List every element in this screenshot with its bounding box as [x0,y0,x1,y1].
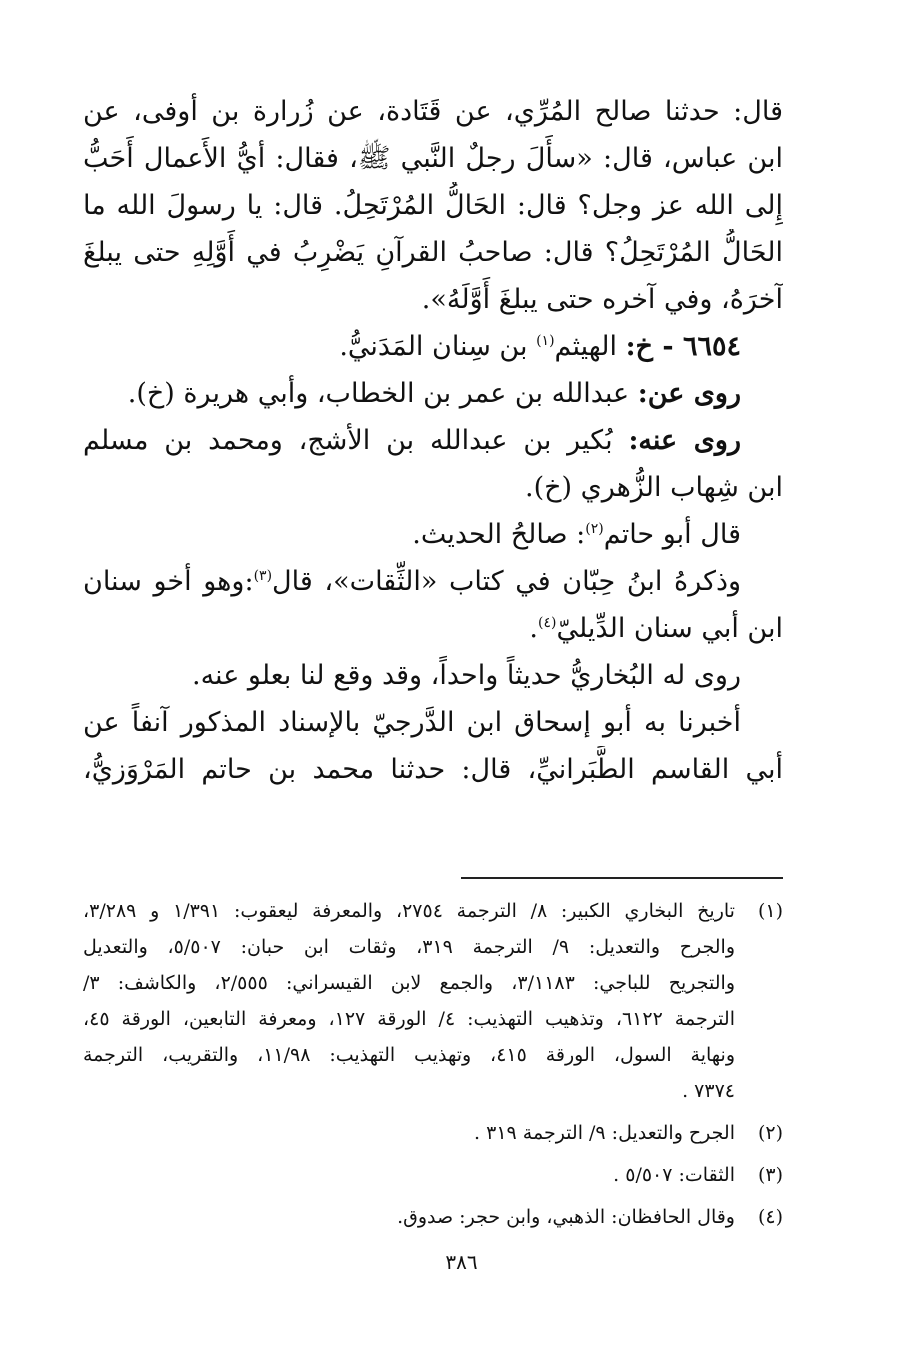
abu-hatim-text-rest: : صالحُ الحديث. [412,519,586,550]
footnote-line: ونهاية السول، الورقة ٤١٥، وتهذيب التهذيب: ١١/٩٨، والتقريب، الترجمة [83,1044,735,1066]
ibn-hibban-line2-end: . [529,613,538,644]
abu-hatim-text: قال أبو حاتم [603,519,741,550]
footnote-body [83,893,735,1109]
entry-heading [83,323,783,370]
footnote-body [83,1157,735,1193]
akhbarana-line-1: أخبرنا به أبو إسحاق ابن الدَّرجيّ بالإسناد المذكور آنفاً عن [83,707,741,738]
footnote-line: الثقات: ٥/٥٠٧ . [613,1164,735,1186]
text-line-3: إِلى الله عز وجل؟ قال: الحَالُّ المُرْتَحِلُ. قال: يا رسولَ الله ما [83,190,783,221]
text-line-4: الحَالُّ المُرْتَحِلُ؟ قال: صاحبُ القرآنِ يَضْرِبُ في أَوَّلِهِ حتى يبلغَ [83,237,783,268]
footnote-line: تاريخ البخاري الكبير: ٨/ الترجمة ٢٧٥٤، والمعرفة ليعقوب: ١/٣٩١ و ٣/٢٨٩، [83,900,735,922]
footnote-ref-4[interactable]: (٤) [538,615,557,631]
footnote-body [83,1199,735,1235]
text-line-1: قال: حدثنا صالح المُرِّي، عن قَتَادة، عن زُرارة بن أوفى، عن [83,96,783,127]
ibn-hibban-text-rest: :وهو أخو سنان [83,566,254,597]
ibn-hibban-line-2 [83,605,783,652]
footnote-2 [83,1115,783,1151]
footnote-line: الجرح والتعديل: ٩/ الترجمة ٣١٩ . [474,1122,735,1144]
footnote-3 [83,1157,783,1193]
footnotes [83,893,783,1235]
ibn-hibban-line [83,558,783,605]
entry-name: الهيثم [554,331,617,362]
rawa-an-label: روى عن: [637,378,741,409]
ibn-hibban-text: وذكرهُ ابنُ حِبّان في كتاب «الثِّقات»، قال [272,566,742,597]
rawa-lahu-line: روى له البُخاريُّ حديثاً واحداً، وقد وقع لنا بعلو عنه. [191,660,741,691]
footnote-ref-2[interactable]: (٢) [585,521,604,537]
footnote-number: (١) [757,900,783,922]
text-line-5: آخرَهُ، وفي آخره حتى يبلغَ أَوَّلَهُ». [421,284,783,315]
ibn-hibban-line2-text: ابن أبي سنان الدِّيليّ [556,613,783,644]
rawa-an-line [83,370,783,417]
rawa-an-text: عبدالله بن عمر بن الخطاب، وأبي هريرة (خ). [127,378,630,409]
entry-number: ٦٦٥٤ - خ: [625,331,741,362]
footnote-divider [461,877,783,879]
footnote-number: (٤) [757,1206,783,1228]
rawa-anhu-line-2: ابن شِهاب الزُّهري (خ). [524,472,783,503]
footnote-1 [83,893,783,1109]
entry-name-rest: بن سِنان المَدَنيُّ. [339,331,528,362]
footnote-4 [83,1199,783,1235]
footnote-line: ٧٣٧٤ . [682,1080,735,1102]
footnote-body [83,1115,735,1151]
abu-hatim-line [83,511,783,558]
main-text [83,88,783,793]
rawa-anhu-line [83,417,783,464]
page-number: ٣٨٦ [445,1250,478,1274]
footnote-line: الترجمة ٦١٢٢، وتذهيب التهذيب: ٤/ الورقة ١٢٧، ومعرفة التابعين، الورقة ٤٥، [83,1008,735,1030]
text-line-2: ابن عباس، قال: «سأَلَ رجلٌ النَّبي ﷺ، فقال: أيُّ الأَعمال أَحَبُّ [83,143,783,174]
footnote-ref-1[interactable]: (١) [536,333,555,349]
footnote-line: والجرح والتعديل: ٩/ الترجمة ٣١٩، وثقات ابن حبان: ٥/٥٠٧، والتعديل [83,936,735,958]
footnote-ref-3[interactable]: (٣) [253,568,273,584]
footnote-line: والتجريح للباجي: ٣/١١٨٣، والجمع لابن القيسراني: ٢/٥٥٥، والكاشف: ٣/ [83,972,735,994]
footnote-number: (٣) [757,1164,783,1186]
akhbarana-line-2: أبي القاسم الطَّبَرانيِّ، قال: حدثنا محمد بن حاتم المَرْوَزيُّ، [83,754,783,785]
rawa-anhu-text: بُكير بن عبدالله بن الأشج، ومحمد بن مسلم [83,425,613,456]
footnote-line: وقال الحافظان: الذهبي، وابن حجر: صدوق. [397,1206,735,1228]
rawa-anhu-label: روى عنه: [628,425,741,456]
footnote-number: (٢) [757,1122,783,1144]
